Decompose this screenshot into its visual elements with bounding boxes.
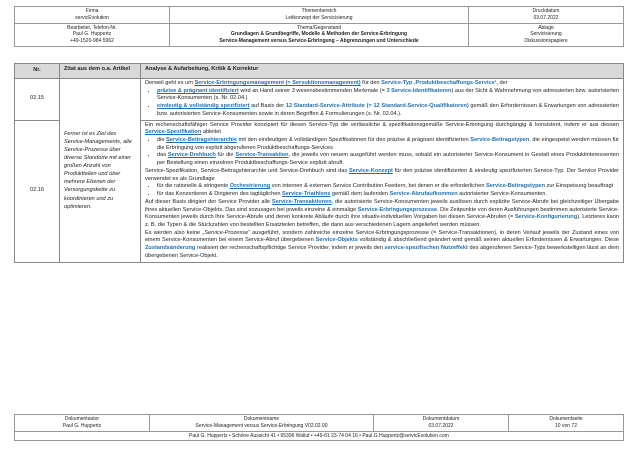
filing-label: Ablage: [538, 24, 554, 31]
footer-author-cell: [15, 415, 150, 432]
header-company-cell: [15, 7, 170, 24]
header-author-cell: [15, 23, 170, 46]
table-header-row: [15, 64, 624, 79]
list-item: • das Service-Drehbuch für die Service-Transaktion, die jeweils von neuem ausgeführt werden muss, sobald ein autorisierter Service-Konsument in Gestalt eines Produktinteressenten per Bestellung einen einzelnen Produktbeschaffungs-Service explizit abruft.: [157, 152, 619, 167]
bullet-list: [145, 137, 619, 168]
bullet-list: [145, 88, 619, 119]
header-topic-cell: [170, 7, 469, 24]
list-item: • für das Konzertieren & Dirigieren des tagtäglichen Service-Triathlons gemäß dem laufenden Service-Abrufaufkommen autorisierter Service-Konsumenten.: [157, 191, 619, 199]
list-item: • eindeutig & vollständig spezifiziert auf Basis der 12 Standard-Service-Attribute (= 12 Standard-Service-Qualifikatoren) gemäß den Erfordernissen & Erwartungen von adressierten bzw. autorisierten Service-Konsumenten sowie in deren Begriffen & Formulierungen (s. Nr. 02.04.).: [157, 103, 619, 118]
subject-line-2: Service-Management versus Service-Erbringung – Abgrenzungen und Unterschiede: [219, 38, 419, 44]
col-zitat-header: Zitat aus dem o.a. Artikel: [60, 64, 141, 79]
header-filing-cell: [469, 23, 624, 46]
col-nr-header: Nr.: [15, 64, 60, 79]
footer-docname-value: Service-Management versus Service-Erbringung V02.02.00: [195, 422, 328, 429]
list-item: • die Service-Beitragshierarchie mit den eindeutigen & vollständigen Spezifikationen für den präzise & prägnant identifizierten Service-Beitragstypen, die eingespeist werden müssen für die Erbringung von explizit abgerufenen Produktbeschaffungs-Services: [157, 137, 619, 152]
list-item: • präzise & prägnant identifiziert wird an Hand seiner 3 wesensbestimmenden Merkmale (= 3 Service-Identifikatoren) aus der Sicht & Wahrnehmung von adressierten bzw. autorisierten Service-Konsumenten (s. Nr. 02.04.): [157, 88, 619, 103]
editor-label: Bearbeiter, Telefon-Nr.: [67, 24, 117, 31]
footer-docname-label: Dokumentname: [243, 416, 280, 422]
footer-author-value: Paul G. Huppertz: [62, 422, 102, 429]
paragraph: Derweil geht es um Service-Erbringungsmanagement (= Servuktionsmanagement) für den Service-Typ ‚Produktbeschaffungs-Service‘, der: [145, 80, 508, 86]
quote-cell: Ferner ist es Ziel des Service-Managements, alle Service-Prozesse über diverse Standorte mit einer großen Anzahl von Produktteilen und über mehrere Ebenen der Versorgungskette zu koordinieren und zu optimieren.: [60, 79, 141, 263]
footer-date-cell: [374, 415, 509, 432]
header-print-date-cell: [469, 7, 624, 24]
footer-page-value: 10 von 72: [555, 422, 577, 429]
subject-label: Thema/Gegenstand: [296, 24, 342, 31]
footer-date-value: 03.07.2022: [428, 422, 454, 429]
footer-page-cell: [509, 415, 624, 432]
footer-page-label: Dokumentseite: [549, 416, 583, 422]
topic-label: Themenbereich: [301, 8, 337, 14]
paragraph: Service-Spezifikation, Service-Beitragshierarchie und Service-Drehbuch sind das Service-Konzept für den präzise identifizierten & eindeutig spezifizierten Service-Typ. Der Service Provider verwendet es als Grundlage: [145, 167, 619, 182]
analysis-cell: [141, 79, 624, 121]
editor-name: Paul G. Huppertz: [72, 31, 112, 38]
paragraph: Auf dieser Basis dirigiert der Service Provider alle Service-Transaktionen, die autorisierte Service-Konsumenten jeweils auslösen durch explizite Service-Abrufe bei gleichzeitiger Übergabe ihres aktuellen Service-Objekts. Das sind sozusagen bei jeweils einzelne & einmalige Service-Erbringungsprozesse. Die Zeitpunkte von deren Ausführungen bestimmen autorisierte Service-Konsumenten jeweils durch ihre Service-Abrufe und deren konkrete Abläufe durch ihre situativ-individuellen Vorgaben bei diesen Service-Abrufen (= Service-Konfigurierung). Letzteres kann z. B. die Typen & die Stückzahlen von bestellten Ersatzteilen betreffen, die dann aus verschiedenen Lagern angeliefert werden müssen.: [145, 198, 620, 228]
bullet-list: [145, 183, 619, 198]
header-subject-cell: [170, 23, 469, 46]
footer-date-label: Dokumentdatum: [422, 416, 460, 422]
editor-phone: +49-1520-984 5962: [70, 38, 114, 44]
document-footer: [14, 414, 624, 441]
analysis-table: [14, 63, 624, 263]
filing-line-1: Servicisierung: [530, 31, 562, 38]
paragraph: Es werden also keine „Service-Prozesse“ ausgeführt, sondern zahlreiche einzelne Service-Erbringungsprozesse (= Service-Transaktionen), in deren Verlauf jeweils der Zustand eines von einem Service-Konsumenten bei einem Service-Abruf übergebenen Service-Objekts vollständig & abschließend geändert wird gemäß seinen aktuellen Erfordernissen & Erwartungen. Diese Zustandsänderung realisiert der rechenschaftspflichtige Service Provider, indem er jeweils den service-spezifischen Nutzeffekt des abgerufenen Service-Typs bewerkstelligen lässt an dem übergebenen Service-Objekt.: [145, 229, 620, 259]
print-date-label: Druckdatum: [532, 8, 560, 14]
row-number: 02.16: [15, 120, 60, 262]
print-date-value: 03.07.2022: [533, 14, 559, 21]
footer-author-label: Dokumentautor: [64, 416, 100, 422]
footer-docname-cell: [150, 415, 374, 432]
document-header: [14, 6, 624, 47]
list-item: • für die rationelle & stringente Orchestrierung von internen & externen Service Contribution Feedern, bei denen er die erforderlichen Service-Beitragstypen zur Einspeisung beauftragt: [157, 183, 619, 191]
footer-address: Paul G. Huppertz • Schöne Aussicht 41 • 65396 Walluf • +49-61 23-74 04 16 • Paul.G.Huppertz@servicEvolution.com: [15, 431, 624, 441]
company-value: servicEvolution: [75, 14, 109, 21]
topic-value: Leitkonzept der Servicisierung: [285, 14, 353, 21]
company-label: Firma: [85, 8, 99, 14]
paragraph: Ein rechenschaftsfähiger Service Provider konzipiert für diesen Service-Typ die verlässliche & spezifikationsgemäße Service-Erbringung durchgängig & konsistent, indem er aus dessen Service-Spezifikation ableitet: [145, 121, 619, 136]
col-analyse-header: Analyse & Aufarbeitung, Kritik & Korrektur: [141, 64, 624, 79]
subject-line-1: Grundlagen & Grundbegriffe, Modelle & Methoden der Service-Erbringung: [230, 31, 408, 38]
filing-line-2: Diskussionspapiere: [524, 38, 568, 44]
table-row: [15, 79, 624, 121]
analysis-cell: [141, 120, 624, 262]
row-number: 02.15: [15, 79, 60, 121]
